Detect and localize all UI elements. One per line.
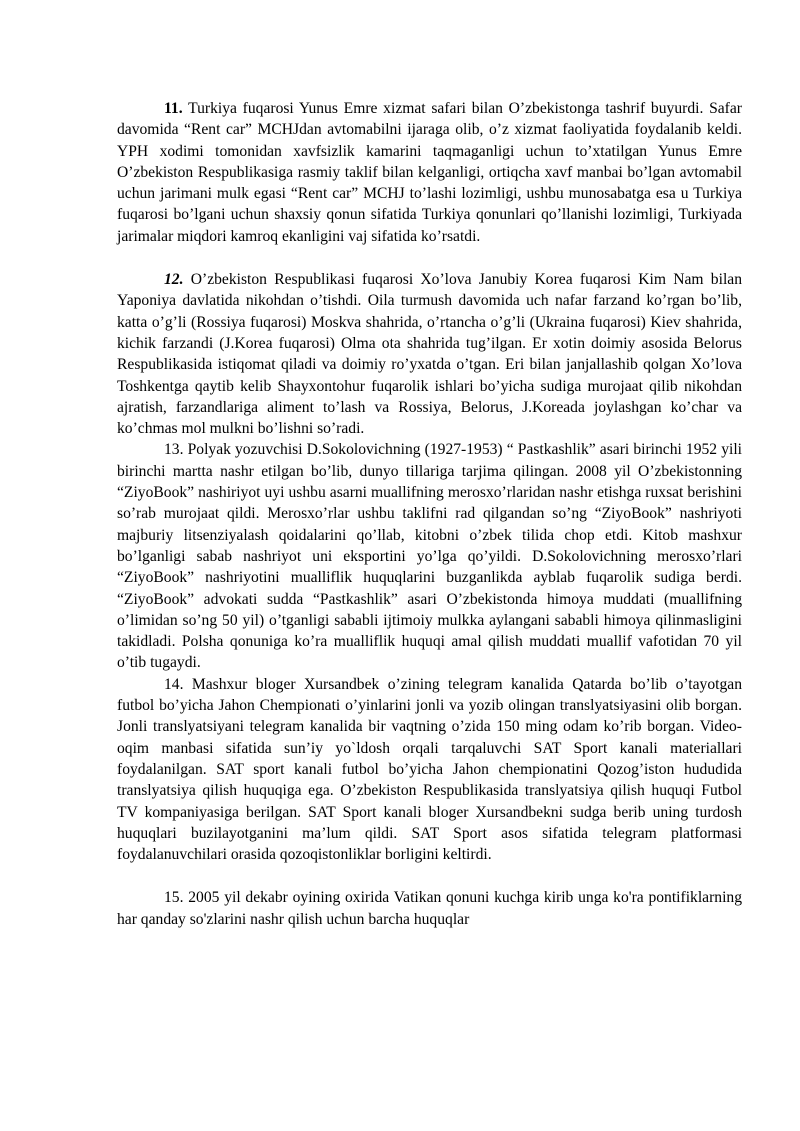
case-11-paragraph — [117, 98, 742, 247]
case-14-number: 14. — [164, 675, 184, 693]
case-11-text: Turkiya fuqarosi Yunus Emre xizmat safari bilan O’zbekistonga tashrif buyurdi. Safar davomida “Rent car” MCHJdan avtomabilni ijaraga olib, o’z xizmat faoliyatida foydalanib keldi. YPH xodimi tomonidan xavfsizlik kamarini taqmaganligi uchun to’xtatilgan Yunus Emre O’zbekiston Respublikasiga rasmiy taklif bilan kelganligi, ortiqcha xavf manbai bo’lgan avtomabil uchun jarimani mulk egasi “Rent car” MCHJ to’lashi lozimligi, ushbu munosabatga esa u Turkiya fuqarosi bo’lgani uchun shaxsiy qonun sifatida Turkiya qonunlari qo’llanishi lozimligi, Turkiyada jarimalar miqdori kamroq ekanligini vaj sifatida ko’rsatdi. — [117, 100, 742, 245]
case-11-number: 11. — [164, 100, 183, 117]
case-15-number: 15. — [164, 889, 184, 907]
paragraph-spacer — [117, 247, 742, 269]
case-15-text: 2005 yil dekabr oyining oxirida Vatikan qonuni kuchga kirib unga ko'ra pontifiklarning har qanday so'zlarini nashr qilish uchun barcha huquqlar — [117, 889, 742, 928]
case-13-number: 13. — [164, 441, 184, 459]
case-12-text: O’zbekiston Respublikasi fuqarosi Xo’lova Janubiy Korea fuqarosi Kim Nam bilan Yaponiya davlatida nikohdan o’tishdi. Oila turmush davomida uch nafar farzand ko’rgan bo’lib, katta o’g’li (Rossiya fuqarosi) Moskva shahrida, o’rtancha o’g’li (Ukraina fuqarosi) Kiev shahrida, kichik farzandi (J.Korea fuqarosi) Olma ota shahrida tug’ilgan. Er xotin doimiy asosida Belorus Respublikasida istiqomat qiladi va doimiy ro’yxatda o’tgan. Eri bilan janjallashib qolgan Xo’lova Toshkentga qaytib kelib Shayxontohur fuqarolik ishlari bo’yicha sudiga murojaat qilib nikohdan ajratish, farzandlariga aliment to’lash va Rossiya, Belorus, J.Koreada joylashgan ko’char va ko’chmas mol mulkni bo’lishni so’radi. — [117, 271, 742, 438]
document-page — [117, 98, 742, 930]
case-12-number: 12. — [164, 271, 184, 289]
paragraph-spacer — [117, 865, 742, 887]
case-13-text: Polyak yozuvchisi D.Sokolovichning (1927-1953) “ Pastkashlik” asari birinchi 1952 yili birinchi martta nashr etilgan bo’lib, dunyo tillariga tarjima qilingan. 2008 yil O’zbekistonning “ZiyoBook” nashiriyot uyi ushbu asarni muallifning merosxo’rlaridan nashr etishga ruxsat berishini so’rab murojaat qildi. Merosxo’rlar ushbu taklifni rad qilgandan so’ng “ZiyoBook” nashriyoti majburiy litsenziyalash qoidalarini qo’llab, kitobni o’zbek tilida chop etdi. Kitob mashxur bo’lganligi sabab nashriyot uni eksportini yo’lga qo’yildi. D.Sokolovichning merosxo’rlari “ZiyoBook” nashriyotini mualliflik huquqlarini buzganlikda ayblab fuqarolik sudiga berdi. “ZiyoBook” advokati sudda “Pastkashlik” asari O’zbekistonda himoya muddati (muallifning o’limidan so’ng 50 yil) o’tganligi sababli ijtimoiy mulkka aylangani sababli himoya qilinmasligini takidladi. Polsha qonuniga ko’ra mualliflik huquqi amal qilish muddati muallif vafotidan 70 yil o’tib tugaydi. — [117, 441, 742, 672]
case-13-paragraph — [117, 439, 742, 673]
case-14-paragraph — [117, 674, 742, 866]
case-15-paragraph — [117, 887, 742, 930]
case-12-paragraph — [117, 269, 742, 439]
case-14-text: Mashxur bloger Xursandbek o’zining telegram kanalida Qatarda bo’lib o’tayotgan futbol bo’yicha Jahon Chempionati o’yinlarini jonli va yozib olingan translyatsiyasini olib borgan. Jonli translyatsiyani telegram kanalida bir vaqtning o’zida 150 ming odam ko’rib borgan. Video-oqim manbasi sifatida sun’iy yo`ldosh orqali tarqaluvchi SAT Sport kanali materiallari foydalanilgan. SAT sport kanali futbol bo’yicha Jahon chempionatini Qozog’iston hududida translyatsiya qilish huquqiga ega. O’zbekiston Respublikasida translyatsiya qilish huquqi Futbol TV kompaniyasiga berilgan. SAT Sport kanali bloger Xursandbekni sudga berib uning turdosh huquqlari buzilayotganini ma’lum qildi. SAT Sport asos sifatida telegram platformasi foydalanuvchilari orasida qozoqistonliklar borligini keltirdi. — [117, 675, 742, 864]
